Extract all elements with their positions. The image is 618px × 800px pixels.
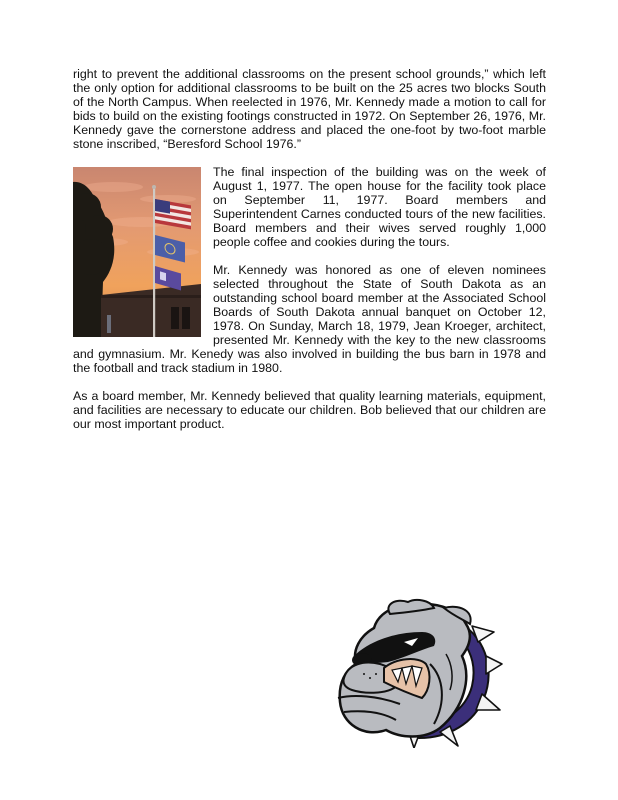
paragraph-beliefs: As a board member, Mr. Kennedy believed that quality learning materials, equipment, and facilities are necessary to educate our children. Bob believed that our children are our most important product. xyxy=(73,389,546,431)
bulldog-mascot-logo xyxy=(334,598,506,748)
flagpole-photo xyxy=(73,167,201,337)
paragraph-inspection: The final inspection of the building was on the week of August 1, 1977. The open house for the facility took place on September 11, 1977. Board members and Superintendent Carnes conducted tours of the new facilities. Board members and their wives served roughly 1,000 people coffee and cookies during the tours. xyxy=(213,165,546,249)
paragraph-honors: Mr. Kennedy was honored as one of eleven nominees selected throughout the State of South Dakota as an outstanding school board member at the Associated School Boards of South Dakota annual banquet on October 12, 1978. On Sunday, March 18, 1979, Jean Kroeger, architect, presented Mr. Kennedy with the key to the new classrooms and gymnasium. Mr. Kenedy was also involved in building the bus barn in 1978 and the football and track stadium in 1980. xyxy=(73,263,546,375)
paragraph-cornerstone: right to prevent the additional classrooms on the present school grounds,” which left the only option for additional classrooms to be built on the 25 acres two blocks South of the North Campus. When reelected in 1976, Mr. Kennedy made a motion to call for bids to build on the existing footings constructed in 1972. On September 26, 1976, Mr. Kennedy gave the cornerstone address and placed the one-foot by two-foot marble stone inscribed, “Beresford School 1976.” xyxy=(73,67,546,151)
text-column xyxy=(73,67,546,445)
